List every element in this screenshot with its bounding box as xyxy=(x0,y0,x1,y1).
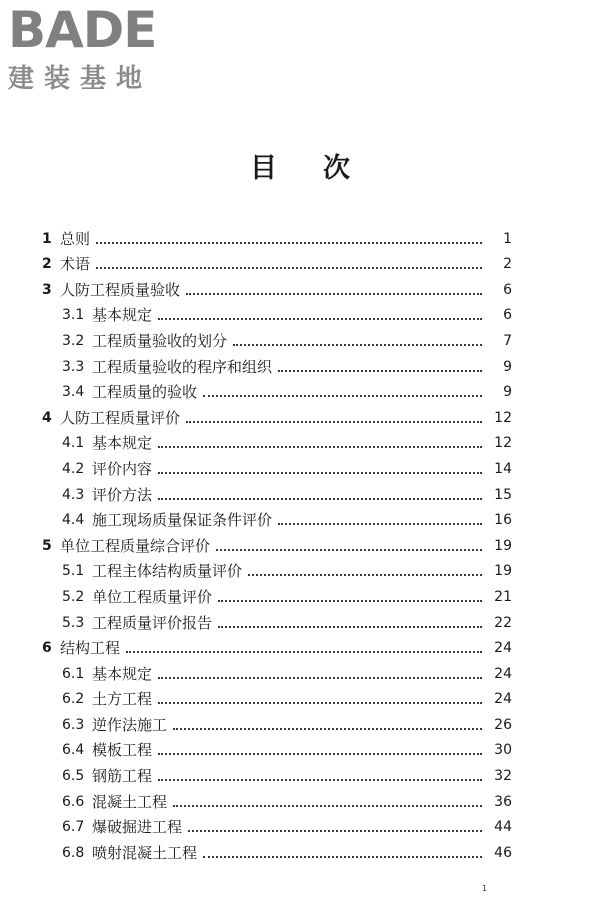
page-title: 目次 xyxy=(250,153,396,184)
toc-entry[interactable] xyxy=(42,401,512,427)
toc-entry-number: 3.3 xyxy=(62,358,85,375)
toc-entry-number: 5.2 xyxy=(62,588,85,605)
toc-dot-leader xyxy=(158,778,482,781)
toc-entry[interactable] xyxy=(42,734,512,760)
toc-entry-page: 44 xyxy=(494,819,512,836)
page-footer-mark: 1 xyxy=(482,884,488,893)
toc-dot-leader xyxy=(233,343,482,346)
toc-dot-leader xyxy=(278,522,482,525)
toc-entry-page: 12 xyxy=(494,435,512,452)
toc-dot-leader xyxy=(186,292,482,295)
toc-entry-number: 5 xyxy=(42,537,52,554)
toc-entry-number: 6.6 xyxy=(62,793,85,810)
toc-entry-title: 工程质量验收的程序和组织 xyxy=(92,357,273,376)
toc-entry-title: 逆作法施工 xyxy=(92,715,168,734)
toc-entry[interactable] xyxy=(42,632,512,658)
toc-entry-number: 5.3 xyxy=(62,614,85,631)
toc-dot-leader xyxy=(248,573,482,576)
toc-entry[interactable] xyxy=(42,708,512,734)
toc-entry[interactable] xyxy=(42,657,512,683)
toc-entry[interactable] xyxy=(42,555,512,581)
toc-entry-number: 6.1 xyxy=(62,665,85,682)
toc-entry[interactable] xyxy=(42,478,512,504)
toc-entry-number: 6.5 xyxy=(62,768,85,785)
table-of-contents xyxy=(42,222,512,862)
toc-dot-leader xyxy=(158,445,482,448)
toc-entry[interactable] xyxy=(42,785,512,811)
toc-entry-title: 单位工程质量综合评价 xyxy=(60,536,211,555)
toc-dot-leader xyxy=(158,317,482,320)
toc-dot-leader xyxy=(188,829,482,832)
toc-entry-number: 5.1 xyxy=(62,563,85,580)
toc-entry-page: 24 xyxy=(494,640,512,657)
toc-entry[interactable] xyxy=(42,811,512,837)
toc-entry-number: 3 xyxy=(42,281,52,298)
toc-entry[interactable] xyxy=(42,529,512,555)
toc-entry-number: 6.2 xyxy=(62,691,85,708)
toc-entry-title: 工程质量评价报告 xyxy=(92,613,213,632)
toc-dot-leader xyxy=(216,548,482,551)
toc-entry-page: 14 xyxy=(494,460,512,477)
toc-entry[interactable] xyxy=(42,376,512,402)
toc-entry[interactable] xyxy=(42,759,512,785)
logo-subtitle: 建装基地 xyxy=(8,64,153,94)
toc-dot-leader xyxy=(158,752,482,755)
toc-entry-page: 1 xyxy=(503,230,512,247)
toc-entry-number: 1 xyxy=(42,230,52,247)
toc-entry-page: 36 xyxy=(494,793,512,810)
toc-entry-number: 4.3 xyxy=(62,486,85,503)
toc-entry-number: 3.4 xyxy=(62,384,85,401)
toc-entry-title: 单位工程质量评价 xyxy=(92,587,213,606)
toc-entry[interactable] xyxy=(42,504,512,530)
toc-dot-leader xyxy=(96,266,482,269)
toc-entry-page: 32 xyxy=(494,768,512,785)
toc-entry-page: 2 xyxy=(503,256,512,273)
toc-dot-leader xyxy=(173,804,482,807)
toc-entry-title: 总则 xyxy=(60,229,91,248)
toc-entry-number: 3.2 xyxy=(62,332,85,349)
toc-entry-title: 人防工程质量验收 xyxy=(60,280,181,299)
toc-entry-page: 30 xyxy=(494,742,512,759)
toc-entry-number: 3.1 xyxy=(62,307,85,324)
toc-entry-number: 6.3 xyxy=(62,716,85,733)
toc-entry-title: 评价方法 xyxy=(92,485,153,504)
toc-entry-page: 22 xyxy=(494,614,512,631)
toc-entry-page: 24 xyxy=(494,665,512,682)
toc-dot-leader xyxy=(186,420,482,423)
toc-entry[interactable] xyxy=(42,836,512,862)
toc-entry-title: 基本规定 xyxy=(92,306,153,325)
toc-entry-page: 24 xyxy=(494,691,512,708)
toc-entry-number: 2 xyxy=(42,256,52,273)
toc-entry-page: 9 xyxy=(503,384,512,401)
toc-entry[interactable] xyxy=(42,299,512,325)
toc-entry-page: 6 xyxy=(503,281,512,298)
toc-entry-number: 4.4 xyxy=(62,512,85,529)
toc-entry[interactable] xyxy=(42,452,512,478)
toc-entry[interactable] xyxy=(42,222,512,248)
toc-entry-page: 19 xyxy=(494,537,512,554)
toc-dot-leader xyxy=(158,471,482,474)
toc-entry[interactable] xyxy=(42,324,512,350)
toc-dot-leader xyxy=(203,394,482,397)
toc-entry[interactable] xyxy=(42,248,512,274)
toc-entry-title: 施工现场质量保证条件评价 xyxy=(92,511,273,530)
toc-entry-page: 46 xyxy=(494,844,512,861)
toc-entry-number: 4.1 xyxy=(62,435,85,452)
toc-entry-page: 9 xyxy=(503,358,512,375)
toc-dot-leader xyxy=(126,650,482,653)
toc-entry-page: 15 xyxy=(494,486,512,503)
toc-dot-leader xyxy=(203,855,482,858)
toc-entry-title: 术语 xyxy=(60,255,91,274)
toc-entry-title: 评价内容 xyxy=(92,459,153,478)
toc-dot-leader xyxy=(96,241,482,244)
toc-entry-page: 12 xyxy=(494,409,512,426)
toc-entry[interactable] xyxy=(42,427,512,453)
toc-entry-number: 6 xyxy=(42,640,52,657)
toc-dot-leader xyxy=(218,599,482,602)
toc-dot-leader xyxy=(158,701,482,704)
toc-entry-number: 4 xyxy=(42,409,52,426)
toc-entry[interactable] xyxy=(42,606,512,632)
toc-dot-leader xyxy=(278,369,482,372)
toc-entry-page: 21 xyxy=(494,588,512,605)
toc-entry-number: 6.8 xyxy=(62,844,85,861)
toc-entry-page: 6 xyxy=(503,307,512,324)
toc-entry-page: 26 xyxy=(494,716,512,733)
toc-entry-title: 工程质量的验收 xyxy=(92,383,198,402)
logo-wordmark: BADE xyxy=(8,1,157,59)
toc-entry-page: 16 xyxy=(494,512,512,529)
toc-entry-page: 7 xyxy=(503,332,512,349)
toc-entry-title: 结构工程 xyxy=(60,639,121,658)
toc-entry-number: 6.4 xyxy=(62,742,85,759)
toc-entry[interactable] xyxy=(42,580,512,606)
toc-entry-title: 模板工程 xyxy=(92,741,153,760)
toc-entry-page: 19 xyxy=(494,563,512,580)
toc-entry[interactable] xyxy=(42,273,512,299)
toc-entry-title: 钢筋工程 xyxy=(92,767,153,786)
brand-logo xyxy=(8,1,178,96)
toc-entry-number: 4.2 xyxy=(62,460,85,477)
toc-entry-title: 基本规定 xyxy=(92,664,153,683)
toc-entry-title: 工程质量验收的划分 xyxy=(92,331,228,350)
toc-dot-leader xyxy=(158,676,482,679)
toc-entry-title: 土方工程 xyxy=(92,690,153,709)
toc-entry-title: 基本规定 xyxy=(92,434,153,453)
toc-entry[interactable] xyxy=(42,683,512,709)
toc-entry-title: 工程主体结构质量评价 xyxy=(92,562,243,581)
toc-dot-leader xyxy=(173,727,482,730)
toc-entry[interactable] xyxy=(42,350,512,376)
toc-entry-title: 爆破掘进工程 xyxy=(92,818,183,837)
toc-dot-leader xyxy=(158,497,482,500)
toc-entry-title: 混凝土工程 xyxy=(92,792,168,811)
toc-entry-number: 6.7 xyxy=(62,819,85,836)
toc-entry-title: 喷射混凝土工程 xyxy=(92,843,198,862)
toc-entry-title: 人防工程质量评价 xyxy=(60,408,181,427)
toc-dot-leader xyxy=(218,625,482,628)
